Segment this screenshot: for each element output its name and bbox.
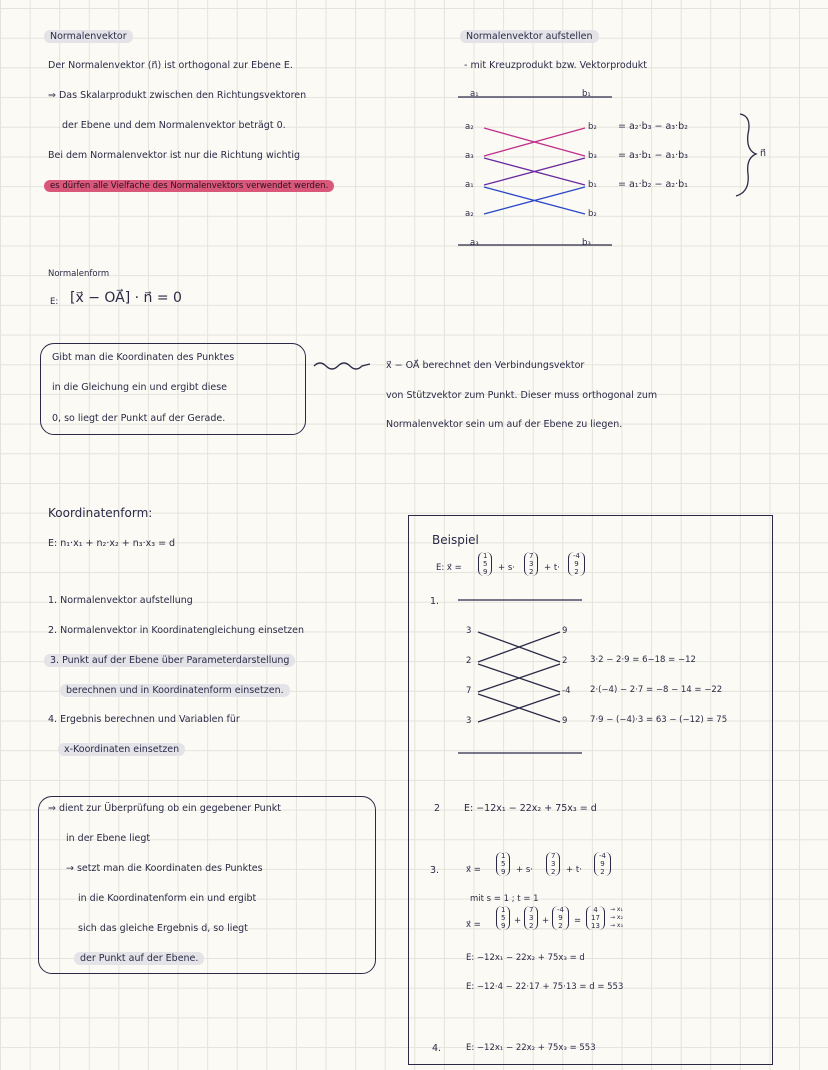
normalenvektor-line4: Bei dem Normalenvektor ist nur die Richtung wichtig bbox=[48, 150, 301, 161]
aufstellen-subtitle: - mit Kreuzprodukt bzw. Vektorprodukt bbox=[464, 60, 648, 71]
cross-a-top: a₁ bbox=[470, 89, 479, 99]
step3-x-result: x⃗ = bbox=[466, 920, 481, 930]
beispiel-cross-left: 7 bbox=[466, 686, 472, 696]
koordinatenform-title: Koordinatenform: bbox=[48, 506, 153, 520]
result-vector-final bbox=[586, 906, 605, 930]
vector-entry: 9 bbox=[558, 914, 563, 922]
beispiel-cross-right: 2 bbox=[562, 656, 568, 666]
result-vector-r2 bbox=[552, 906, 569, 930]
vector-entry: 2 bbox=[529, 568, 534, 576]
vector-entry: 5 bbox=[483, 560, 488, 568]
cross-b-bottom: b₃ bbox=[582, 238, 591, 248]
step3-plus-s: + s· bbox=[516, 865, 533, 875]
step3-vector-stuetz bbox=[496, 852, 510, 876]
cross-a-label: a₂ bbox=[465, 122, 474, 132]
vector-entry: 7 bbox=[551, 852, 556, 860]
beispiel-step3-x: x⃗ = bbox=[466, 865, 481, 875]
cloud2-line6: der Punkt auf der Ebene. bbox=[74, 952, 204, 965]
vector-entry: 7 bbox=[529, 552, 534, 560]
cross-b-label: b₂ bbox=[588, 209, 597, 219]
beispiel-plus-t: + t· bbox=[544, 563, 560, 573]
beispiel-cross-left: 2 bbox=[466, 656, 472, 666]
beispiel-cross-left: 3 bbox=[466, 626, 472, 636]
beispiel-step4-equation: E: −12x₁ − 22x₂ + 75x₃ = 553 bbox=[466, 1043, 596, 1053]
cross-result-eq3: = a₁·b₂ − a₂·b₁ bbox=[618, 179, 688, 190]
beispiel-cross-left: 3 bbox=[466, 716, 472, 726]
verbindung-line2: von Stützvektor zum Punkt. Dieser muss orthogonal zum bbox=[386, 390, 658, 401]
beispiel-calc2: 2·(−4) − 2·7 = −8 − 14 = −22 bbox=[590, 685, 723, 695]
koordinatenform-step3a: 3. Punkt auf der Ebene über Parameterdarstellung bbox=[44, 654, 295, 667]
vector-entry: 2 bbox=[574, 568, 579, 576]
step3-vector-r2 bbox=[594, 852, 611, 876]
vector-entry: 2 bbox=[600, 868, 605, 876]
vector-entry: 9 bbox=[574, 560, 579, 568]
koordinatenform-equation: E: n₁·x₁ + n₂·x₂ + n₃·x₃ = d bbox=[48, 538, 176, 549]
cross-a-label: a₂ bbox=[465, 209, 474, 219]
koordinatenform-step4b: x-Koordinaten einsetzen bbox=[58, 743, 185, 756]
cloud1-line3: 0, so liegt der Punkt auf der Gerade. bbox=[52, 413, 226, 424]
cloud2-line4: in die Koordinatenform ein und ergibt bbox=[78, 893, 257, 904]
equals-sign: = bbox=[574, 916, 582, 926]
cloud2-line1: ⇒ dient zur Überprüfung ob ein gegebener Punkt bbox=[48, 803, 281, 814]
normalenvektor-line2: ⇒ Das Skalarprodukt zwischen den Richtungsvektoren bbox=[48, 90, 307, 101]
plus-sign: + bbox=[514, 916, 522, 926]
beispiel-eq-prefix: E: x⃗ = bbox=[436, 563, 462, 573]
vector-entry: 1 bbox=[483, 552, 488, 560]
cross-b-top: b₁ bbox=[582, 89, 591, 99]
beispiel-step3-label: 3. bbox=[430, 865, 440, 876]
beispiel-step1-label: 1. bbox=[430, 596, 440, 607]
normalenvektor-line1: Der Normalenvektor (n⃗) ist orthogonal zur Ebene E. bbox=[48, 60, 293, 71]
step3-plus-t: + t· bbox=[566, 865, 582, 875]
cloud2-line5: sich das gleiche Ergebnis d, so liegt bbox=[78, 923, 248, 934]
vector-entry: -4 bbox=[557, 906, 564, 914]
koordinatenform-step4a: 4. Ergebnis berechnen und Variablen für bbox=[48, 714, 240, 725]
vector-entry: -4 bbox=[573, 552, 580, 560]
beispiel-step2-label: 2 bbox=[434, 803, 441, 814]
cross-a-label: a₃ bbox=[465, 151, 474, 161]
beispiel-cross-right: -4 bbox=[562, 686, 571, 696]
cross-n-label: n⃗ bbox=[760, 148, 767, 159]
cross-result-eq1: = a₂·b₃ − a₃·b₂ bbox=[618, 121, 688, 132]
vector-entry: 1 bbox=[501, 852, 506, 860]
vector-entry: 9 bbox=[501, 868, 506, 876]
vector-entry: 3 bbox=[529, 560, 534, 568]
vector-entry: 2 bbox=[529, 922, 534, 930]
cloud2-line3: → setzt man die Koordinaten des Punktes bbox=[66, 863, 263, 874]
cloud1-line1: Gibt man die Koordinaten des Punktes bbox=[52, 352, 235, 363]
vector-entry: 9 bbox=[600, 860, 605, 868]
koordinatenform-step3b: berechnen und in Koordinatenform einsetzen. bbox=[60, 684, 290, 697]
step3-equation-a: E: −12x₁ − 22x₂ + 75x₃ = d bbox=[466, 953, 585, 963]
vector-entry: 3 bbox=[551, 860, 556, 868]
normalenform-eq-label: E: bbox=[50, 297, 59, 307]
step3-equation-b: E: −12·4 − 22·17 + 75·13 = d = 553 bbox=[466, 982, 624, 992]
cross-a-bottom: a₃ bbox=[470, 238, 479, 248]
beispiel-step2-equation: E: −12x₁ − 22x₂ + 75x₃ = d bbox=[464, 803, 597, 814]
normalenform-equation: [x⃗ − OA⃗] · n⃗ = 0 bbox=[70, 290, 182, 306]
verbindung-line1: x⃗ − OA⃗ berechnet den Verbindungsvektor bbox=[386, 360, 585, 371]
normalenform-title: Normalenform bbox=[48, 269, 110, 279]
aufstellen-title: Normalenvektor aufstellen bbox=[460, 30, 599, 43]
vector-entry: 1 bbox=[501, 906, 506, 914]
result-vector-r1 bbox=[524, 906, 538, 930]
result-labels bbox=[610, 906, 623, 930]
step3-vector-r1 bbox=[546, 852, 560, 876]
beispiel-calc1: 3·2 − 2·9 = 6−18 = −12 bbox=[590, 655, 696, 665]
beispiel-step4-label: 4. bbox=[432, 1043, 442, 1054]
plus-sign: + bbox=[542, 916, 550, 926]
cross-b-label: b₃ bbox=[588, 151, 597, 161]
beispiel-calc3: 7·9 − (−4)·3 = 63 − (−12) = 75 bbox=[590, 715, 728, 725]
vector-entry: 5 bbox=[501, 914, 506, 922]
result-vector-stuetz bbox=[496, 906, 510, 930]
vector-entry: 3 bbox=[529, 914, 534, 922]
beispiel-plus-s: + s· bbox=[498, 563, 515, 573]
vector-entry: 7 bbox=[529, 906, 534, 914]
vector-entry: 17 bbox=[591, 914, 600, 922]
beispiel-title: Beispiel bbox=[432, 533, 479, 547]
result-label: → x₂ bbox=[610, 914, 623, 921]
koordinatenform-step1: 1. Normalenvektor aufstellung bbox=[48, 595, 193, 606]
cross-a-label: a₁ bbox=[465, 180, 474, 190]
vector-entry: 2 bbox=[551, 868, 556, 876]
vector-entry: 13 bbox=[591, 922, 600, 930]
beispiel-cross-right: 9 bbox=[562, 716, 568, 726]
vector-entry: 4 bbox=[593, 906, 598, 914]
cloud1-line2: in die Gleichung ein und ergibt diese bbox=[52, 382, 227, 393]
normalenvektor-line5-highlight: es dürfen alle Vielfache des Normalenvektors verwendet werden. bbox=[44, 180, 334, 192]
cloud2-line2: in der Ebene liegt bbox=[66, 833, 151, 844]
cross-result-eq2: = a₃·b₁ − a₁·b₃ bbox=[618, 150, 688, 161]
normalenvektor-line3: der Ebene und dem Normalenvektor beträgt 0. bbox=[62, 120, 286, 131]
verbindung-line3: Normalenvektor sein um auf der Ebene zu liegen. bbox=[386, 419, 623, 430]
vector-entry: 2 bbox=[558, 922, 563, 930]
vector-entry: 9 bbox=[501, 922, 506, 930]
cross-b-label: b₁ bbox=[588, 180, 597, 190]
vector-entry: -4 bbox=[599, 852, 606, 860]
step3-mit: mit s = 1 ; t = 1 bbox=[470, 894, 539, 904]
beispiel-cross-right: 9 bbox=[562, 626, 568, 636]
result-label: → x₁ bbox=[610, 906, 623, 913]
result-label: → x₃ bbox=[610, 922, 623, 929]
vector-entry: 5 bbox=[501, 860, 506, 868]
cross-b-label: b₂ bbox=[588, 122, 597, 132]
vector-entry: 9 bbox=[483, 568, 488, 576]
normalenvektor-title: Normalenvektor bbox=[44, 30, 133, 43]
koordinatenform-step2: 2. Normalenvektor in Koordinatengleichung einsetzen bbox=[48, 625, 305, 636]
